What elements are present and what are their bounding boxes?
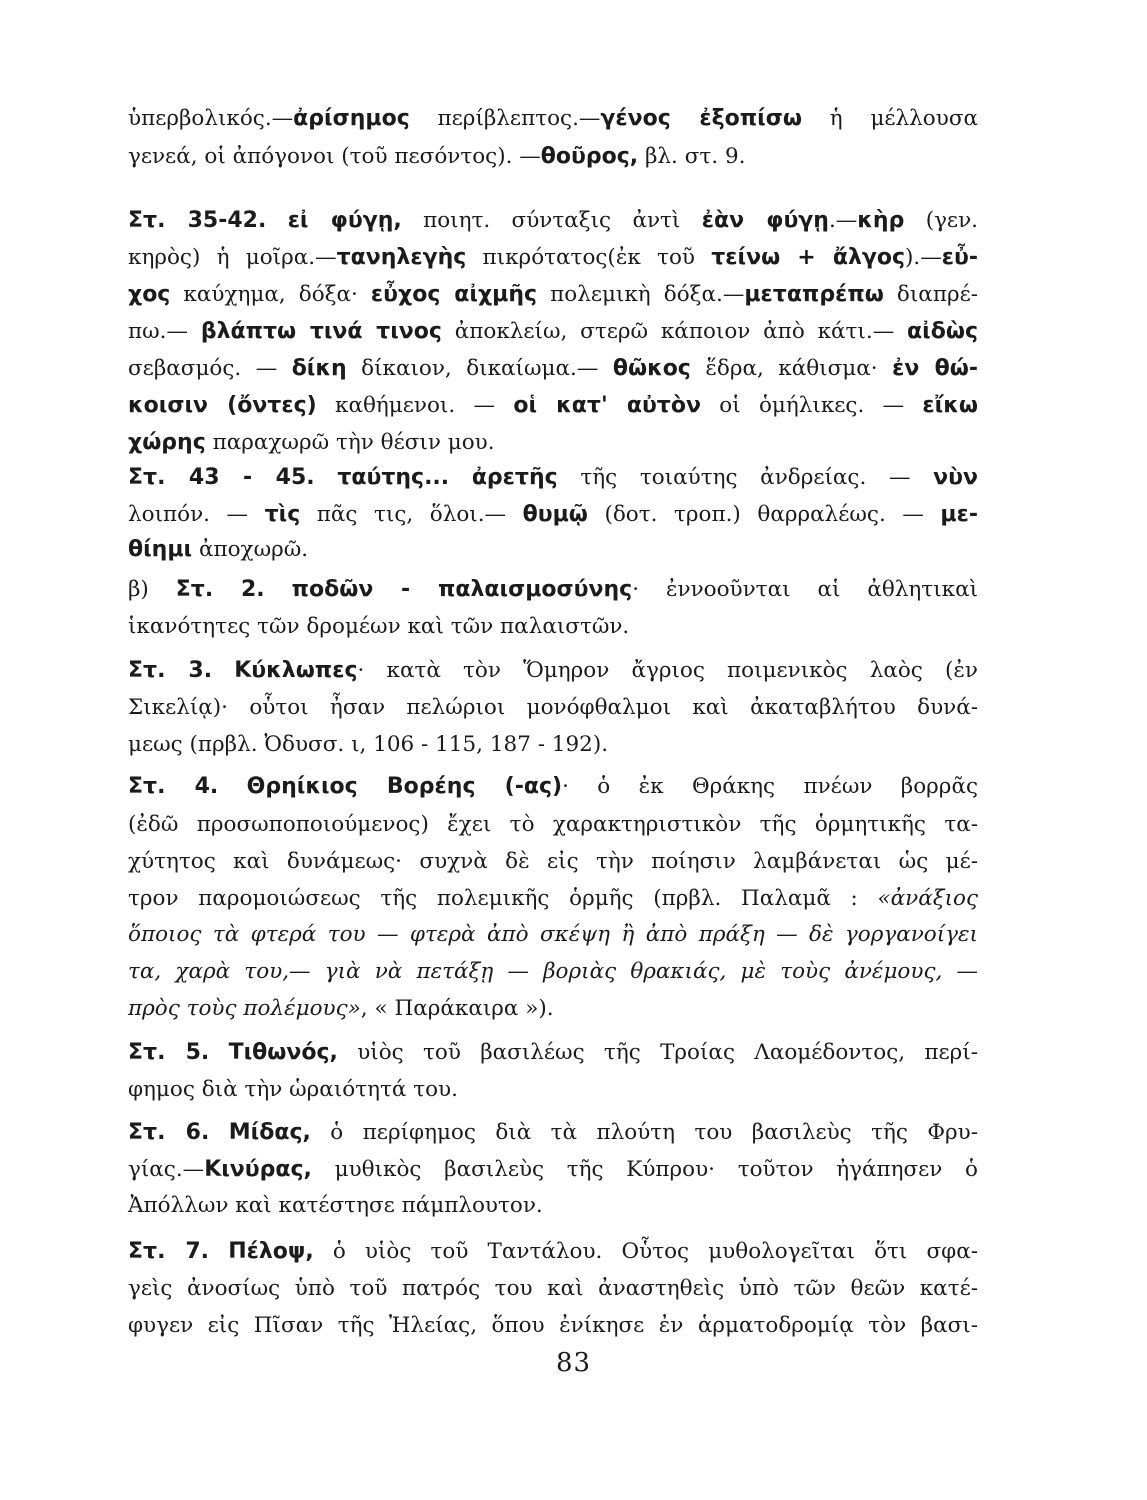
lemma-term: Στ. 6.	[128, 1120, 210, 1145]
gloss-text: γεὶς ἀνοσίως ὑπὸ τοῦ πατρός του καὶ ἀναστηθεὶς ὑπὸ τῶν θεῶν κατέ-	[128, 1276, 978, 1301]
lemma-term: χώρης	[128, 430, 206, 455]
text-line	[128, 810, 978, 840]
gloss-text: τα, χαρὰ του,— γιὰ νὰ πετάξῃ — βοριὰς θρακιάς, μὲ τοὺς ἀνέμους, —	[128, 959, 978, 984]
gloss-text: οἱ ὁμήλικες. —	[700, 393, 923, 418]
lemma-term: θῶκος	[612, 356, 691, 381]
gloss-text: μεως (πρβλ. Ὀδυσσ. ι, 106 - 115, 187 - 192).	[128, 732, 609, 757]
gloss-text: (γεν.	[904, 208, 978, 233]
text-line	[128, 243, 978, 273]
text-line	[128, 1118, 978, 1148]
gloss-text: διαπρέ-	[883, 282, 978, 307]
text-line	[128, 656, 978, 686]
text-line	[128, 1155, 978, 1185]
text-line	[128, 317, 978, 347]
gloss-text: γενεά, οἱ ἀπόγονοι (τοῦ πεσόντος). —	[128, 144, 541, 169]
gloss-text	[266, 208, 287, 233]
lemma-term: Θρηίκιος Βορέης (-ας)	[246, 774, 563, 799]
text-line	[128, 104, 978, 134]
gloss-text: ποιητ. σύνταξις ἀντὶ	[401, 208, 702, 233]
lemma-term: με-	[940, 502, 978, 527]
gloss-text	[315, 465, 338, 490]
lemma-term: εἰ φύγῃ,	[287, 208, 402, 233]
lemma-term: κοισιν (ὄντες)	[128, 393, 317, 418]
lemma-term: Κινύρας,	[204, 1157, 312, 1182]
text-line	[128, 206, 978, 236]
gloss-text: · ἐννοοῦνται αἱ ἀθλητικαὶ	[632, 577, 979, 602]
text-line	[128, 1311, 978, 1341]
lemma-term: βλάπτω τινά τινος	[200, 319, 442, 344]
text-line	[128, 354, 978, 384]
lemma-term: θοῦρος,	[540, 144, 639, 169]
lemma-term: Κύκλωπες	[234, 658, 358, 683]
gloss-text: υἱὸς τοῦ βασιλέως τῆς Τροίας Λαομέδοντος, περί-	[337, 1040, 978, 1065]
lemma-term: ἀρετῆς	[471, 465, 558, 490]
gloss-text: πρὸς τοὺς πολέμους»	[128, 996, 361, 1021]
lemma-term: κὴρ	[857, 208, 905, 233]
text-line	[128, 575, 978, 605]
text-line	[128, 142, 978, 172]
text-line	[128, 535, 978, 565]
lemma-term: ποδῶν - παλαισμοσύνης	[291, 577, 633, 602]
gloss-text: καθήμενοι. —	[316, 393, 514, 418]
text-line	[128, 280, 978, 310]
lemma-term: Στ. 2.	[175, 577, 265, 602]
lemma-term: τείνω + ἄλγος	[711, 245, 906, 270]
gloss-text: «ἀνάξιος	[877, 886, 978, 911]
lemma-term: Στ. 4.	[128, 774, 219, 799]
text-line	[128, 847, 978, 877]
lemma-term: μεταπρέπω	[744, 282, 884, 307]
gloss-text: β)	[128, 577, 176, 602]
gloss-text: παραχωρῶ τὴν θέσιν μου.	[205, 430, 495, 455]
gloss-text: καύχημα, δόξα·	[170, 282, 371, 307]
text-line	[128, 500, 978, 530]
text-line	[128, 884, 978, 914]
text-line	[128, 730, 978, 760]
gloss-text: περίβλεπτος.—	[409, 106, 601, 131]
lemma-term: Τιθωνός,	[228, 1040, 338, 1065]
gloss-text: ἡ μέλλουσα	[802, 106, 979, 131]
gloss-text: .—	[828, 208, 858, 233]
lemma-term: Στ. 7.	[128, 1239, 210, 1264]
lemma-term: αἰδὼς	[907, 319, 978, 344]
gloss-text	[449, 465, 472, 490]
text-line	[128, 612, 978, 642]
gloss-text	[212, 658, 234, 683]
gloss-text: ὁ υἱὸς τοῦ Ταντάλου. Οὗτος μυθολογεῖται ὅτι σφα-	[313, 1239, 979, 1264]
gloss-text: πικρότατος(ἐκ τοῦ	[466, 245, 712, 270]
gloss-text: ἀποκλείω, στερῶ κάποιον ἀπὸ κάτι.—	[441, 319, 908, 344]
gloss-text: φυγεν εἰς Πῖσαν τῆς Ἠλείας, ὅπου ἐνίκησε ἐν ἁρματοδρομίᾳ τὸν βασι-	[128, 1313, 978, 1338]
text-line	[128, 1237, 978, 1267]
gloss-text: ὑπερβολικός.—	[128, 106, 294, 131]
gloss-text: πω.—	[128, 319, 201, 344]
lemma-term: Στ. 3.	[128, 658, 213, 683]
gloss-text: (δοτ. τροπ.) θαρραλέως. —	[587, 502, 941, 527]
lemma-term: τανηλεγὴς	[336, 245, 467, 270]
lemma-term: θίημι	[128, 537, 193, 562]
text-line	[128, 1075, 978, 1105]
lemma-term: τὶς	[264, 502, 301, 527]
text-line	[128, 994, 978, 1024]
text-line	[128, 772, 978, 802]
lemma-term: οἱ κατ' αὐτὸν	[513, 393, 701, 418]
gloss-text: λοιπόν. —	[128, 502, 265, 527]
lemma-term: θυμῷ	[522, 502, 588, 527]
gloss-text: Σικελίᾳ)· οὗτοι ἦσαν πελώριοι μονόφθαλμοι καὶ ἀκαταβλήτου δυνά-	[128, 695, 978, 720]
lemma-term: ἀρίσημος	[293, 106, 410, 131]
lemma-term: εἴκω	[922, 393, 978, 418]
gloss-text: ὁ περίφημος διὰ τὰ πλούτη του βασιλεὺς τῆς Φρυ-	[310, 1120, 978, 1145]
lemma-term: Στ. 35-42.	[128, 208, 267, 233]
gloss-text	[218, 774, 246, 799]
lemma-term: εὖ-	[941, 245, 978, 270]
gloss-text: · ὁ ἐκ Θράκης πνέων βορρᾶς	[562, 774, 978, 799]
gloss-text: ἕδρα, κάθισμα·	[690, 356, 893, 381]
gloss-text	[209, 1120, 228, 1145]
gloss-text: Ἀπόλλων καὶ κατέστησε πάμπλουτον.	[128, 1193, 543, 1218]
gloss-text: φημος διὰ τὴν ὡραιότητά του.	[128, 1077, 458, 1102]
lemma-term: ἐν θώ-	[892, 356, 978, 381]
gloss-text: ὅποιος τὰ φτερά του — φτερὰ ἀπὸ σκέψη ἢ ἀπὸ πράξη — δὲ γοργανοίγει	[128, 922, 978, 947]
text-line	[128, 920, 978, 950]
gloss-text: δίκαιον, δικαίωμα.—	[346, 356, 613, 381]
gloss-text: βλ. στ. 9.	[638, 144, 746, 169]
lemma-term: χος	[128, 282, 171, 307]
lemma-term: Πέλοψ,	[228, 1239, 314, 1264]
gloss-text	[209, 1239, 228, 1264]
gloss-text: σεβασμός. —	[128, 356, 292, 381]
gloss-text: πολεμικὴ δόξα.—	[537, 282, 745, 307]
lemma-term: γένος ἐξοπίσω	[600, 106, 802, 131]
gloss-text: ).—	[905, 245, 942, 270]
gloss-text: τρον παρομοιώσεως τῆς πολεμικῆς ὁρμῆς (πρβλ. Παλαμᾶ :	[128, 886, 878, 911]
lemma-term: Στ. 5.	[128, 1040, 210, 1065]
text-line	[128, 1274, 978, 1304]
gloss-text	[209, 1040, 228, 1065]
gloss-text	[265, 577, 292, 602]
text-line	[128, 463, 978, 493]
gloss-text: ἱκανότητες τῶν δρομέων καὶ τῶν παλαιστῶν.	[128, 614, 630, 639]
lemma-term: εὖχος αἰχμῆς	[370, 282, 538, 307]
text-line	[128, 1038, 978, 1068]
text-line	[128, 391, 978, 421]
lemma-term: Στ. 43 - 45.	[128, 465, 315, 490]
gloss-text: μυθικὸς βασιλεὺς τῆς Κύπρου· τοῦτον ἠγάπησεν ὁ	[311, 1157, 978, 1182]
text-line	[128, 428, 978, 458]
gloss-text: χύτητος καὶ δυνάμεως· συχνὰ δὲ εἰς τὴν ποίησιν λαμβάνεται ὡς μέ-	[128, 849, 978, 874]
text-line	[128, 693, 978, 723]
lemma-term: ἐὰν φύγῃ	[701, 208, 829, 233]
page-number: 83	[555, 1348, 592, 1378]
lemma-term: Μίδας,	[228, 1120, 311, 1145]
gloss-text: γίας.—	[128, 1157, 205, 1182]
lemma-term: ταύτης...	[337, 465, 450, 490]
gloss-text: (ἐδῶ προσωποποιούμενος) ἔχει τὸ χαρακτηριστικὸν τῆς ὁρμητικῆς τα-	[128, 812, 978, 837]
gloss-text: τῆς τοιαύτης ἀνδρείας. —	[557, 465, 934, 490]
gloss-text: ἀποχωρῶ.	[192, 537, 309, 562]
text-line	[128, 957, 978, 987]
gloss-text: · κατὰ τὸν Ὅμηρον ἄγριος ποιμενικὸς λαὸς (ἐν	[357, 658, 978, 683]
lemma-term: νὺν	[933, 465, 978, 490]
gloss-text: κηρὸς) ἡ μοῖρα.—	[128, 245, 337, 270]
gloss-text: πᾶς τις, ὅλοι.—	[300, 502, 523, 527]
lemma-term: δίκη	[291, 356, 347, 381]
gloss-text: , « Παράκαιρα »).	[360, 996, 554, 1021]
text-line	[128, 1191, 978, 1221]
